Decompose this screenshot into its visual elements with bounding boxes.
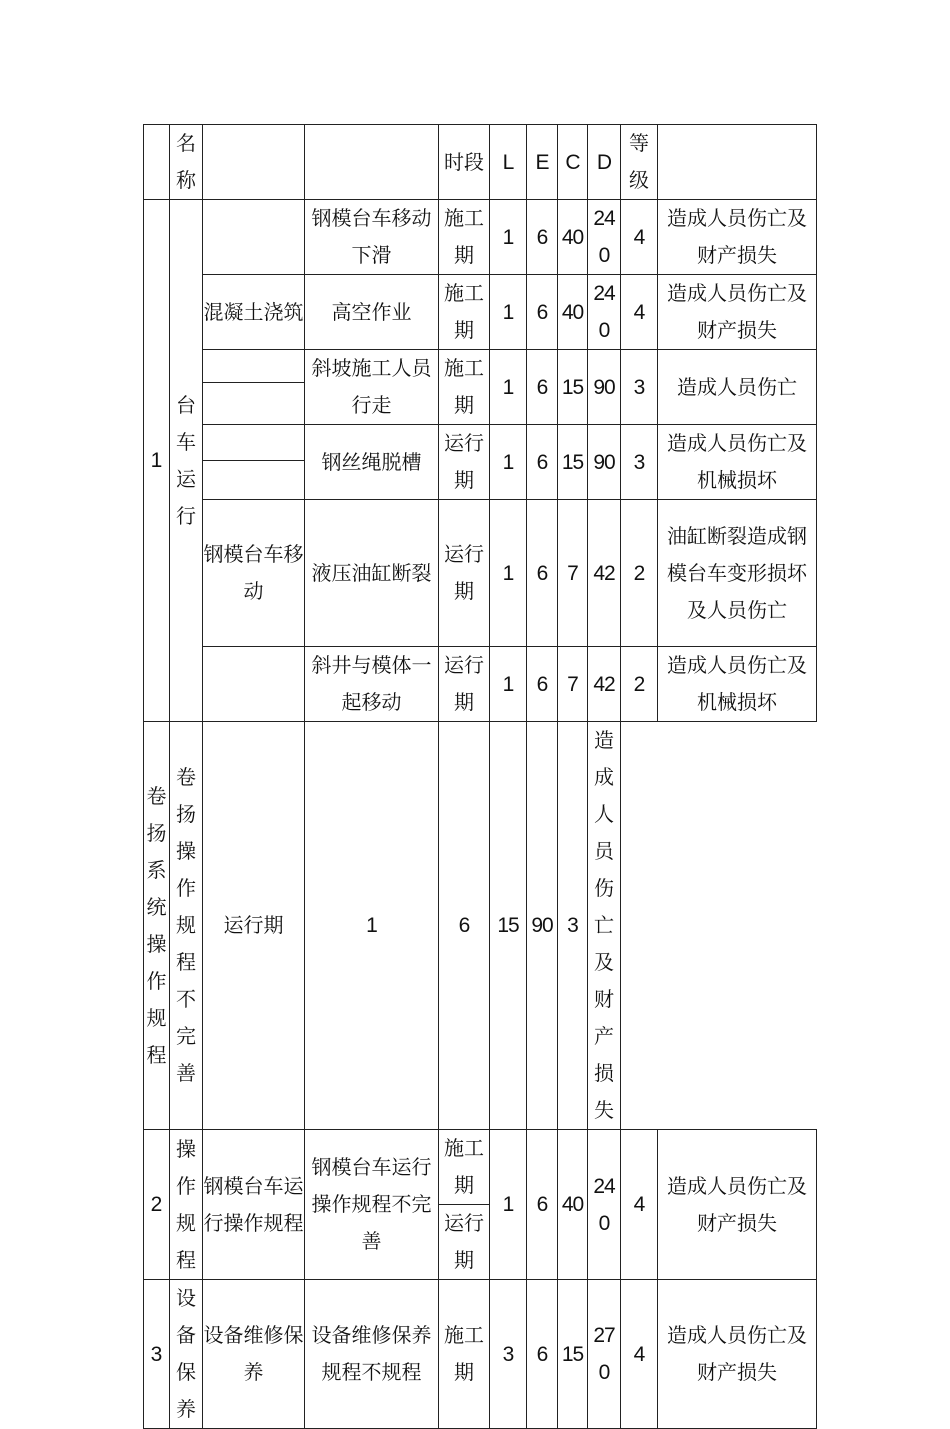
period-cell: 运行期 — [439, 1205, 490, 1280]
l-value: 1 — [490, 500, 527, 647]
hazard-cell: 斜坡施工人员行走 — [305, 350, 439, 425]
table-row — [144, 500, 817, 647]
c-value: 40 — [558, 1130, 588, 1280]
hazard-cell: 斜井与模体一起移动 — [305, 647, 439, 722]
header-grade: 等级 — [621, 125, 658, 200]
period-cell: 运行期 — [203, 722, 305, 1130]
consequence-cell: 造成人员伤亡及财产损失 — [658, 1130, 817, 1280]
e-value: 6 — [527, 350, 558, 425]
group-no: 1 — [144, 200, 170, 722]
hazard-cell: 液压油缸断裂 — [305, 500, 439, 647]
table-row — [144, 722, 817, 1130]
e-value: 6 — [527, 1280, 558, 1429]
header-category — [203, 125, 305, 200]
table-row — [144, 1280, 817, 1429]
category-cell — [203, 425, 305, 461]
header-c: C — [558, 125, 588, 200]
grade-value: 2 — [621, 647, 658, 722]
period-cell: 施工期 — [439, 275, 490, 350]
table-row — [144, 200, 817, 275]
group-no: 2 — [144, 1130, 170, 1280]
group-name: 台车运行 — [170, 200, 203, 722]
e-value: 6 — [527, 500, 558, 647]
grade-value: 3 — [621, 425, 658, 500]
consequence-cell: 造成人员伤亡及财产损失 — [588, 722, 621, 1130]
header-period: 时段 — [439, 125, 490, 200]
grade-value: 4 — [621, 1130, 658, 1280]
header-l: L — [490, 125, 527, 200]
l-value: 1 — [490, 1130, 527, 1280]
table-row — [144, 275, 817, 350]
category-cell: 卷扬系统操作规程 — [144, 722, 170, 1130]
header-d: D — [588, 125, 621, 200]
consequence-cell: 造成人员伤亡及财产损失 — [658, 200, 817, 275]
hazard-cell: 设备维修保养规程不规程 — [305, 1280, 439, 1429]
consequence-cell: 造成人员伤亡及机械损坏 — [658, 647, 817, 722]
group-name: 设备保养 — [170, 1280, 203, 1429]
group-no: 3 — [144, 1280, 170, 1429]
l-value: 1 — [490, 200, 527, 275]
c-value: 15 — [558, 350, 588, 425]
hazard-cell: 钢模台车移动下滑 — [305, 200, 439, 275]
risk-assessment-table — [143, 124, 817, 1429]
consequence-cell: 油缸断裂造成钢模台车变形损坏及人员伤亡 — [658, 500, 817, 647]
consequence-cell: 造成人员伤亡及财产损失 — [658, 275, 817, 350]
header-hazard — [305, 125, 439, 200]
period-cell: 施工期 — [439, 200, 490, 275]
category-cell — [203, 350, 305, 383]
c-value: 15 — [558, 425, 588, 500]
d-value: 240 — [588, 1130, 621, 1280]
header-name: 名称 — [170, 125, 203, 200]
grade-value: 4 — [621, 275, 658, 350]
hazard-cell: 钢丝绳脱槽 — [305, 425, 439, 500]
hazard-cell: 钢模台车运行操作规程不完善 — [305, 1130, 439, 1280]
grade-value: 4 — [621, 1280, 658, 1429]
l-value: 1 — [490, 647, 527, 722]
category-cell: 混凝土浇筑 — [203, 275, 305, 350]
category-cell: 钢模台车移动 — [203, 500, 305, 647]
consequence-cell: 造成人员伤亡及机械损坏 — [658, 425, 817, 500]
grade-value: 3 — [558, 722, 588, 1130]
d-value: 90 — [588, 350, 621, 425]
table-row — [144, 350, 817, 383]
period-cell: 运行期 — [439, 647, 490, 722]
e-value: 6 — [527, 200, 558, 275]
grade-value: 2 — [621, 500, 658, 647]
hazard-cell: 高空作业 — [305, 275, 439, 350]
hazard-cell: 卷扬操作规程不完善 — [170, 722, 203, 1130]
consequence-cell: 造成人员伤亡 — [658, 350, 817, 425]
table-row — [144, 425, 817, 461]
table-row — [144, 647, 817, 722]
category-cell: 设备维修保养 — [203, 1280, 305, 1429]
header-no — [144, 125, 170, 200]
category-cell — [203, 200, 305, 275]
d-value: 90 — [527, 722, 558, 1130]
d-value: 90 — [588, 425, 621, 500]
category-cell-empty — [203, 382, 305, 424]
c-value: 7 — [558, 500, 588, 647]
c-value: 40 — [558, 275, 588, 350]
category-cell: 钢模台车运行操作规程 — [203, 1130, 305, 1280]
e-value: 6 — [439, 722, 490, 1130]
c-value: 15 — [490, 722, 527, 1130]
l-value: 1 — [305, 722, 439, 1130]
header-e: E — [527, 125, 558, 200]
period-cell: 施工期 — [439, 350, 490, 425]
period-cell: 施工期 — [439, 1280, 490, 1429]
e-value: 6 — [527, 647, 558, 722]
period-cell: 运行期 — [439, 500, 490, 647]
header-row — [144, 125, 817, 200]
e-value: 6 — [527, 1130, 558, 1280]
grade-value: 3 — [621, 350, 658, 425]
d-value: 240 — [588, 275, 621, 350]
l-value: 3 — [490, 1280, 527, 1429]
c-value: 7 — [558, 647, 588, 722]
table-row — [144, 1130, 817, 1205]
d-value: 42 — [588, 647, 621, 722]
category-cell-empty — [203, 460, 305, 499]
c-value: 15 — [558, 1280, 588, 1429]
e-value: 6 — [527, 275, 558, 350]
header-consequence — [658, 125, 817, 200]
group-name: 操作规程 — [170, 1130, 203, 1280]
l-value: 1 — [490, 425, 527, 500]
l-value: 1 — [490, 275, 527, 350]
grade-value: 4 — [621, 200, 658, 275]
period-cell: 运行期 — [439, 425, 490, 500]
l-value: 1 — [490, 350, 527, 425]
period-cell: 施工期 — [439, 1130, 490, 1205]
category-cell — [203, 647, 305, 722]
c-value: 40 — [558, 200, 588, 275]
d-value: 240 — [588, 200, 621, 275]
e-value: 6 — [527, 425, 558, 500]
consequence-cell: 造成人员伤亡及财产损失 — [658, 1280, 817, 1429]
d-value: 42 — [588, 500, 621, 647]
d-value: 270 — [588, 1280, 621, 1429]
